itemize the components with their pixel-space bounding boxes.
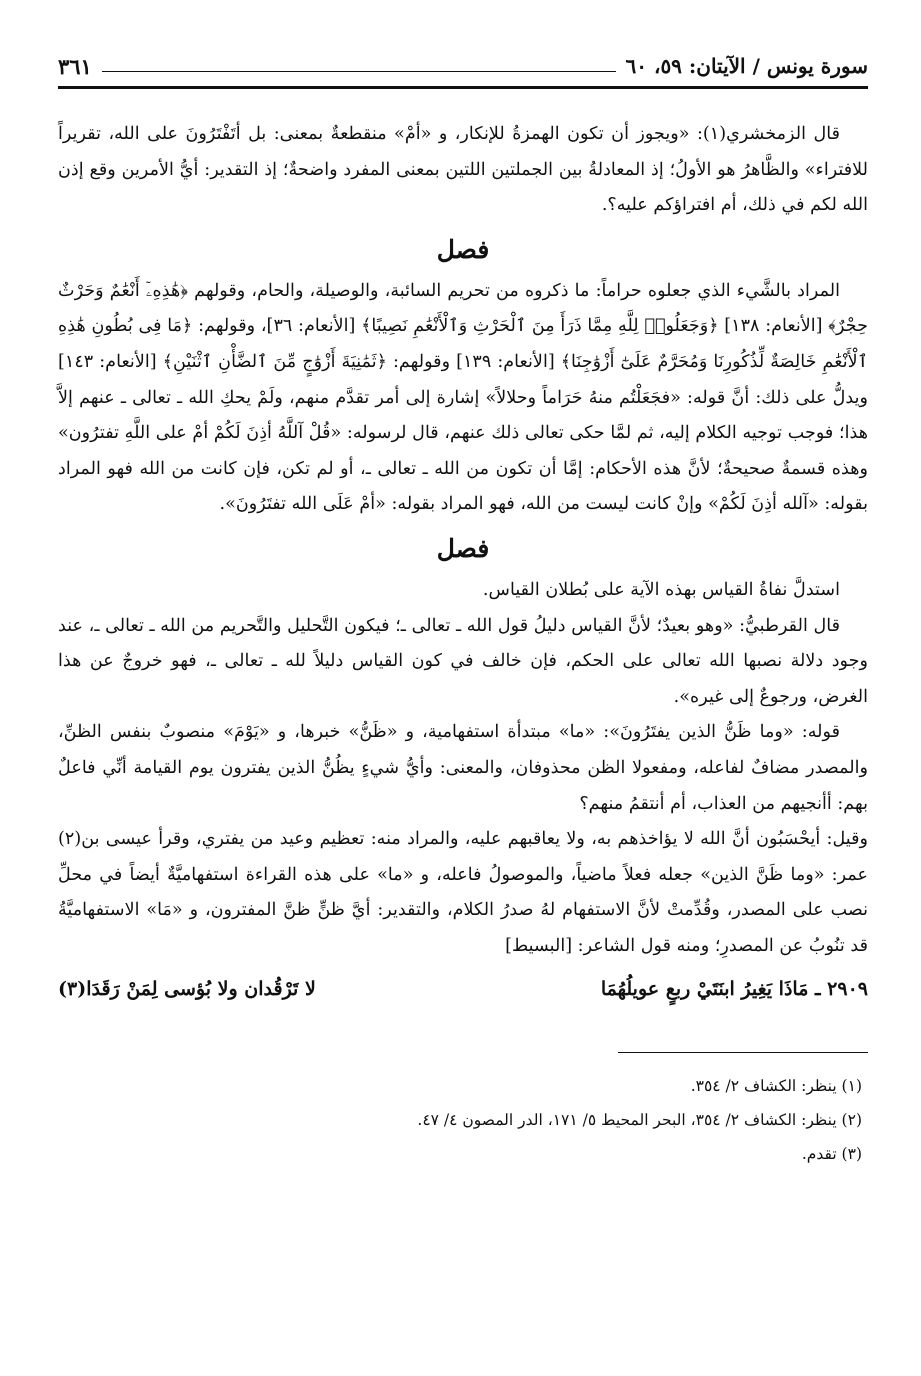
poem-verse: [58, 968, 868, 1010]
section-heading-2: فصل: [436, 533, 490, 563]
poem-first-hemistich: ٢٩٠٩ ـ مَاذَا يَغِيرُ ابنَتَيْ ربعٍ عويلُهُمَا: [600, 978, 868, 1001]
book-page: [58, 48, 868, 1171]
footnote: (٣) تقدم.: [801, 1145, 862, 1164]
page-body: [58, 117, 868, 1171]
section2-paragraph-1: استدلَّ نفاةُ القياس بهذه الآية على بُطلان القياس.: [482, 579, 840, 600]
page-number: ٣٦١: [58, 53, 92, 79]
section1-paragraph: المراد بالشَّيء الذي جعلوه حراماً: ما ذكروه من تحريم السائبة، والوصيلة، والحام، وقولهم ﴿هَٰذِهِۦٓ أَنْعَٰمٌ وَحَرْثٌ حِجْرٌ﴾ [الأنعام: ١٣٨] ﴿وَجَعَلُوا۟ لِلَّهِ مِمَّا ذَرَأَ مِنَ ٱلْحَرْثِ وَٱلْأَنْعَٰمِ نَصِيبًا﴾ [الأنعام: ٣٦]، وقولهم: ﴿مَا فِى بُطُونِ هَٰذِهِ ٱلْأَنْعَٰمِ خَالِصَةٌ لِّذُكُورِنَا وَمُحَرَّمٌ عَلَىٰٓ أَزْوَٰجِنَا﴾ [الأنعام: ١٣٩] وقولهم: ﴿ثَمَٰنِيَةَ أَزْوَٰجٍ مِّنَ ٱلضَّأْنِ ٱثْنَيْنِ﴾ [الأنعام: ١٤٣] ويدلُّ على ذلك: أنَّ قوله: «فجَعَلْتُم منهُ حَرَاماً وحلالاً» إشارة إلى أمر تقدَّم منهم، ولَمْ يحكِ الله ـ تعالى ـ عنهم إلاَّ هذا؛ فوجب توجيه الكلام إليه، ثم لمَّا حكى تعالى ذلك عنهم، قال لرسوله: «قُلْ آللَّهُ أذِنَ لَكُمْ أمْ على اللَّهِ تفترُون» وهذه قسمةٌ صحيحةٌ؛ لأنَّ هذه الأحكام: إمَّا أن تكون من الله ـ تعالى ـ، أو لم تكن، فإن كانت من الله فهو المراد بقوله: «آلله أذِنَ لَكُمْ» وإنْ كانت ليست من الله، فهو المراد بقوله: «أمْ عَلَى الله تفتَرُونَ».: [58, 280, 868, 515]
surah-title: سورة يونس / الآيتان: ٥٩، ٦٠: [625, 54, 868, 78]
footnote: (٢) ينظر: الكشاف ٢/ ٣٥٤، البحر المحيط ٥/ ١٧١، الدر المصون ٤/ ٤٧.: [417, 1111, 862, 1130]
section-heading-1: فصل: [436, 234, 490, 264]
footnote-separator: [618, 1052, 868, 1053]
header-rule: [102, 61, 616, 72]
poem-second-hemistich: لا تَرْقُدان ولا بُؤسى لِمَنْ رَقَدَا(٣): [58, 978, 316, 1001]
intro-paragraph: قال الزمخشري(١): «ويجوز أن تكون الهمزةُ للإنكار، و «أمْ» منقطعةٌ بمعنى: بل أتَفْتَرُونَ على الله، تقريراً للافتراء» والظَّاهرُ هو الأولُ؛ إذ المعادلةُ بين الجملتين اللتين بمعنى المفرد واضحةٌ؛ إذ التقدير: أيُّ الأمرين وقع إذن الله لكم في ذلك، أم افتراؤكم عليه؟.: [58, 124, 868, 216]
footnote: (١) ينظر: الكشاف ٢/ ٣٥٤.: [690, 1077, 862, 1096]
section2-paragraph-4: وقيل: أيحْسَبُون أنَّ الله لا يؤاخذهم به، ولا يعاقبهم عليه، والمراد منه: تعظيم وعيد من يفتري، وقرأ عيسى بن(٢) عمر: «وما ظَنَّ الذين» جعله فعلاً ماضياً، والموصولُ فاعله، و «ما» على هذه القراءة استفهاميَّةٌ أيضاً في محلِّ نصب على المصدر، وقُدِّمتْ لأنَّ الاستفهام لهُ صدرُ الكلام، والتقدير: أيَّ ظنٍّ ظنَّ المفترون، و «مَا» الاستفهاميَّةُ قد تنُوبُ عن المصدرِ؛ ومنه قول الشاعر: [البسيط]: [58, 829, 868, 956]
section2-paragraph-2: قال القرطبيُّ: «وهو بعيدٌ؛ لأنَّ القياس دليلُ قول الله ـ تعالى ـ؛ فيكون التَّحليل والتَّحريم من الله ـ تعالى ـ، عند وجود دلالة نصبها الله تعالى على الحكم، فإن خالف في كون القياس دليلاً لله ـ تعالى ـ، فهو خروجٌ عن هذا الغرض، ورجوعٌ إلى غيره».: [58, 615, 868, 707]
section2-paragraph-3: قوله: «وما ظَنُّ الذين يفتَرُونَ»: «ما» مبتدأة استفهامية، و «ظَنُّ» خبرها، و «يَوْمَ» منصوبٌ بنفس الظنِّ، والمصدر مضافٌ لفاعله، ومفعولا الظن محذوفان، والمعنى: وأيُّ شيءٍ يظُنُّ الذين يفترون يوم القيامة أنِّي فاعلٌ بهم: أأنجيهم من العذاب، أم أنتقمُ منهم؟: [58, 722, 868, 814]
running-header: [58, 48, 868, 89]
